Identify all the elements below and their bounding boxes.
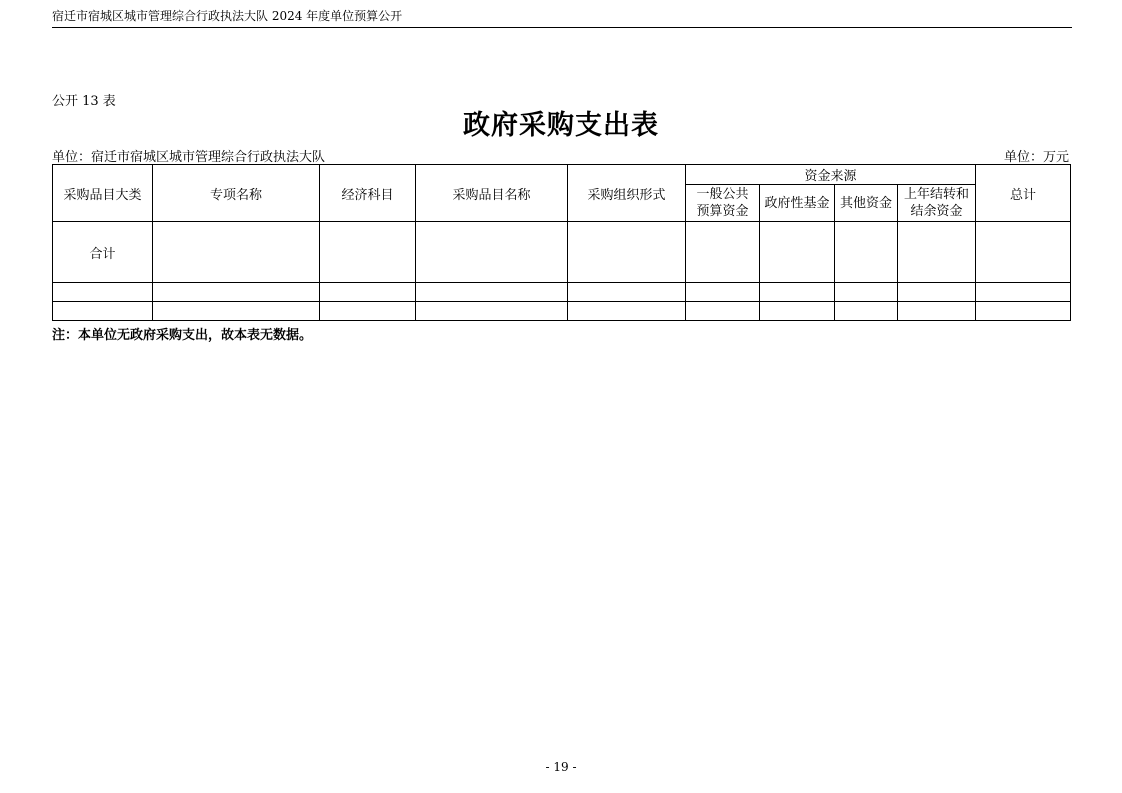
unit-organization: 单位：宿迁市宿城区城市管理综合行政执法大队 bbox=[52, 150, 326, 165]
header-general-budget-line1: 一般公共 bbox=[696, 187, 749, 202]
table-cell bbox=[835, 222, 898, 283]
table-cell bbox=[568, 302, 686, 321]
table-cell bbox=[53, 302, 153, 321]
table-cell bbox=[760, 222, 835, 283]
header-total: 总计 bbox=[976, 165, 1071, 222]
header-funding-source: 资金来源 bbox=[686, 165, 976, 185]
page-title: 政府采购支出表 bbox=[463, 110, 659, 141]
table-cell bbox=[760, 283, 835, 302]
table-cell bbox=[416, 283, 568, 302]
table-cell bbox=[53, 283, 153, 302]
unit-currency: 单位：万元 bbox=[1003, 150, 1069, 165]
table-cell bbox=[976, 283, 1071, 302]
table-cell bbox=[568, 283, 686, 302]
table-cell bbox=[898, 283, 976, 302]
table-cell bbox=[153, 302, 320, 321]
table-cell bbox=[835, 302, 898, 321]
header-general-budget bbox=[686, 185, 760, 222]
header-category: 采购品目大类 bbox=[53, 165, 153, 222]
footnote: 注：本单位无政府采购支出，故本表无数据。 bbox=[52, 328, 313, 343]
table-cell bbox=[320, 302, 416, 321]
table-cell bbox=[320, 222, 416, 283]
table-cell bbox=[568, 222, 686, 283]
table-row-total bbox=[53, 222, 1071, 283]
table-cell bbox=[835, 283, 898, 302]
header-rule bbox=[52, 27, 1072, 28]
header-org-form: 采购组织形式 bbox=[568, 165, 686, 222]
header-carryover bbox=[898, 185, 976, 222]
header-gov-fund: 政府性基金 bbox=[760, 185, 835, 222]
header-economic-subject: 经济科目 bbox=[320, 165, 416, 222]
table-row bbox=[53, 302, 1071, 321]
page-number: - 19 - bbox=[545, 760, 577, 774]
header-general-budget-line2: 预算资金 bbox=[696, 204, 749, 219]
running-header: 宿迁市宿城区城市管理综合行政执法大队 2024 年度单位预算公开 bbox=[52, 9, 403, 23]
table-cell bbox=[976, 302, 1071, 321]
table-cell bbox=[686, 222, 760, 283]
table-cell bbox=[416, 222, 568, 283]
total-row-label: 合计 bbox=[53, 222, 153, 283]
header-project: 专项名称 bbox=[153, 165, 320, 222]
table-row bbox=[53, 283, 1071, 302]
table-cell bbox=[686, 283, 760, 302]
table-cell bbox=[976, 222, 1071, 283]
table-cell bbox=[320, 283, 416, 302]
table-cell bbox=[686, 302, 760, 321]
header-carryover-line2: 结余资金 bbox=[910, 204, 963, 219]
table-cell bbox=[898, 302, 976, 321]
table-cell bbox=[153, 222, 320, 283]
table-cell bbox=[898, 222, 976, 283]
header-item-name: 采购品目名称 bbox=[416, 165, 568, 222]
table-cell bbox=[153, 283, 320, 302]
table-cell bbox=[416, 302, 568, 321]
table-cell bbox=[760, 302, 835, 321]
table-number: 公开 13 表 bbox=[52, 94, 116, 109]
header-other-funds: 其他资金 bbox=[835, 185, 898, 222]
header-carryover-line1: 上年结转和 bbox=[904, 187, 970, 202]
procurement-table bbox=[52, 164, 1071, 321]
